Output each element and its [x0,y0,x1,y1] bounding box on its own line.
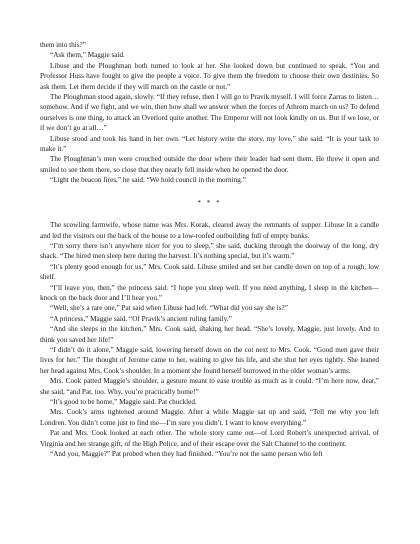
paragraph: Mrs. Cook patted Maggie’s shoulder, a gesture meant to ease trouble as much as it could. “I’m here now, dear,” she said, “and Pat, too. Why, you’re practically home!” [40,377,379,396]
paragraph: them into this?” [40,41,86,49]
paragraph: “It’s good to be home,” Maggie said. Pat chuckled. [50,398,197,406]
book-page [40,0,379,459]
paragraph: The scowling farmwife, whose name was Mrs. Korak, cleared away the remnants of supper. Libuse lit a candle and led the visitors out the back of the house to a low-roofed outbuilding full of empty bunks. [40,221,379,240]
paragraph: The Ploughman stood again, slowly. “If they refuse, then I will go to Pravik myself. I will force Zarras to listen… somehow. And if we fight, and we win, then how shall we answer when the forces of Athrom march on us? To defend ourselves is one thing, to attack an Overlord quite another. The Emperor will not look kindly on us. But if we lose, or if we don’t go at all…” [40,93,379,133]
top-margin [40,0,379,40]
paragraph: “Ask them,” Maggie said. [50,51,125,60]
paragraph: “Light the beacon fires,” he said. “We hold council in the morning.” [50,176,246,185]
paragraph: “It’s plenty good enough for us,” Mrs. Cook said. Libuse smiled and set her candle down on top of a rough, low shelf. [40,262,379,282]
paragraph: “And she sleeps in the kitchen,” Mrs. Cook said, shaking her head. “She’s lovely, Maggie, just lovely. And to think you saved her life!” [40,325,379,344]
paragraph: “A princess,” Maggie said. “Of Pravik’s ancient ruling family.” [50,314,232,323]
section-two [40,220,379,459]
paragraph: “And you, Maggie?” Pat probed when they had finished. “You’re not the same person who left [50,450,323,459]
paragraph: “I didn’t do it alone,” Maggie said, lowering herself down on the cot next to Mrs. Cook. “Good men gave their lives for her.” The thought of Jerome came to her, waiting to give his life, and she shut her eyes tightly. She leaned her head against Mrs. Cook’s shoulder. In a moment she found herself burrowed in the older woman’s arms. [40,345,379,375]
paragraph: Mrs. Cook’s arms tightened around Maggie. After a while Maggie sat up and said, “Tell me why you left Londren. You didn’t come just to find me—I’m sure you didn’t. I want to know everything.” [40,408,379,427]
section-one [40,40,379,186]
paragraph: “Well, she’s a rare one,” Pat said when Libuse had left. “What did you say she is?” [50,304,288,313]
paragraph: “I’m sorry there isn’t anywhere nicer for you to sleep,” she said, ducking through the doorway of the long, dry shack. “The hired men sleep here during the harvest. It’s nothing special, but it’s warm.” [40,241,379,261]
paragraph: Libuse stood and took his hand in her own. “Let history write the story, my love,” she said. “It is your task to make it.” [40,134,379,154]
scene-break: * * * [197,198,222,207]
paragraph: Libuse and the Ploughman both turned to look at her. She looked down but continued to speak. “You and Professor Huss have fought to give the people a voice. To give them the freedom to choose their own destinies. So ask them. Let them decide if they will march on the castle or not.” [40,61,379,91]
paragraph: Pat and Mrs. Cook looked at each other. The whole story came out—of Lord Robert’s unexpected arrival, of Virginia and her strange gift, of the High Police, and of their escape over the Salt Channel to the continent. [40,429,379,448]
paragraph: The Ploughman’s men were crouched outside the door where their leader had sent them. He threw it open and smiled to see them there, so close that they nearly fell inside when he opened the door. [40,155,379,174]
paragraph: “I’ll leave you, then,” the princess said. “I hope you sleep well. If you need anything, I sleep in the kitchen—knock on the back door and I’ll hear you.” [40,283,379,302]
